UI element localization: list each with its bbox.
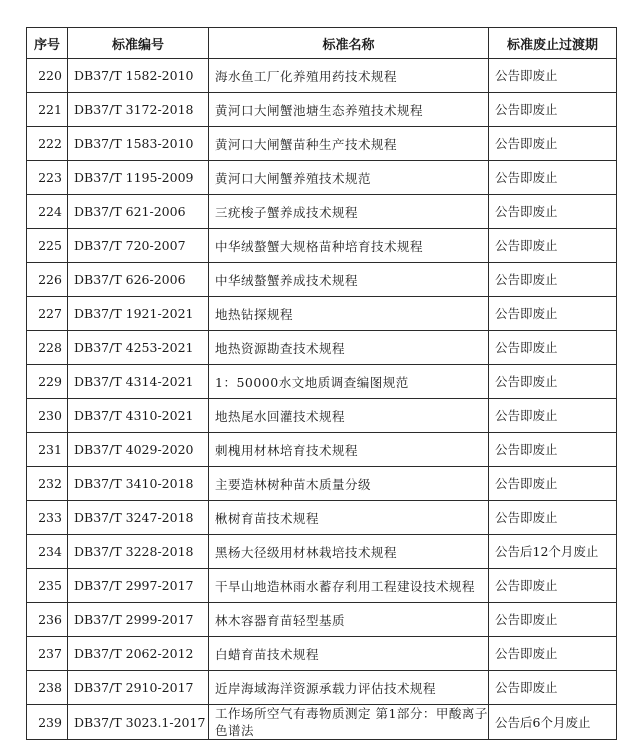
table-row	[27, 399, 617, 433]
standard-code: DB37/T 3410-2018	[68, 467, 209, 501]
transition-period: 公告即废止	[489, 365, 617, 399]
standard-code: DB37/T 626-2006	[68, 263, 209, 297]
standard-code: DB37/T 3172-2018	[68, 93, 209, 127]
standard-name: 黄河口大闸蟹养殖技术规范	[209, 161, 489, 195]
standard-code: DB37/T 621-2006	[68, 195, 209, 229]
row-number: 238	[27, 671, 68, 705]
table-row	[27, 331, 617, 365]
standard-name: 黄河口大闸蟹池塘生态养殖技术规程	[209, 93, 489, 127]
transition-period: 公告即废止	[489, 331, 617, 365]
standard-code: DB37/T 720-2007	[68, 229, 209, 263]
standard-code: DB37/T 1921-2021	[68, 297, 209, 331]
standard-name: 地热钻探规程	[209, 297, 489, 331]
standard-code: DB37/T 4314-2021	[68, 365, 209, 399]
standard-name: 楸树育苗技术规程	[209, 501, 489, 535]
row-number: 230	[27, 399, 68, 433]
row-number: 231	[27, 433, 68, 467]
standard-name: 主要造林树种苗木质量分级	[209, 467, 489, 501]
table-row	[27, 501, 617, 535]
table-row	[27, 365, 617, 399]
standard-name: 地热尾水回灌技术规程	[209, 399, 489, 433]
table-row	[27, 671, 617, 705]
transition-period: 公告即废止	[489, 467, 617, 501]
header-no: 序号	[27, 28, 68, 59]
row-number: 222	[27, 127, 68, 161]
row-number: 220	[27, 59, 68, 93]
row-number: 236	[27, 603, 68, 637]
standard-code: DB37/T 3228-2018	[68, 535, 209, 569]
table-row	[27, 433, 617, 467]
row-number: 225	[27, 229, 68, 263]
transition-period: 公告即废止	[489, 161, 617, 195]
row-number: 239	[27, 705, 68, 740]
standard-name: 白蜡育苗技术规程	[209, 637, 489, 671]
table-row	[27, 535, 617, 569]
standard-code: DB37/T 4029-2020	[68, 433, 209, 467]
header-transition: 标准废止过渡期	[489, 28, 617, 59]
standard-name: 黑杨大径级用材林栽培技术规程	[209, 535, 489, 569]
header-name: 标准名称	[209, 28, 489, 59]
standard-code: DB37/T 2999-2017	[68, 603, 209, 637]
standard-name: 海水鱼工厂化养殖用药技术规程	[209, 59, 489, 93]
transition-period: 公告即废止	[489, 637, 617, 671]
standard-name: 林木容器育苗轻型基质	[209, 603, 489, 637]
standard-name: 近岸海域海洋资源承载力评估技术规程	[209, 671, 489, 705]
row-number: 228	[27, 331, 68, 365]
transition-period: 公告即废止	[489, 229, 617, 263]
row-number: 223	[27, 161, 68, 195]
standard-code: DB37/T 1583-2010	[68, 127, 209, 161]
row-number: 229	[27, 365, 68, 399]
table-row	[27, 569, 617, 603]
table-row	[27, 705, 617, 740]
transition-period: 公告即废止	[489, 127, 617, 161]
table-header	[27, 28, 617, 59]
standard-code: DB37/T 2062-2012	[68, 637, 209, 671]
transition-period: 公告即废止	[489, 59, 617, 93]
transition-period: 公告即废止	[489, 93, 617, 127]
standard-name: 工作场所空气有毒物质测定 第1部分：甲酸离子色谱法	[209, 705, 489, 740]
table-row	[27, 263, 617, 297]
row-number: 237	[27, 637, 68, 671]
table-row	[27, 603, 617, 637]
standard-code: DB37/T 1582-2010	[68, 59, 209, 93]
standard-name: 黄河口大闸蟹苗种生产技术规程	[209, 127, 489, 161]
standard-code: DB37/T 4310-2021	[68, 399, 209, 433]
row-number: 224	[27, 195, 68, 229]
transition-period: 公告后6个月废止	[489, 705, 617, 740]
standard-name: 干旱山地造林雨水蓄存利用工程建设技术规程	[209, 569, 489, 603]
standard-code: DB37/T 3247-2018	[68, 501, 209, 535]
transition-period: 公告即废止	[489, 263, 617, 297]
standard-name: 中华绒螯蟹养成技术规程	[209, 263, 489, 297]
table-row	[27, 195, 617, 229]
table-row	[27, 229, 617, 263]
transition-period: 公告即废止	[489, 603, 617, 637]
row-number: 226	[27, 263, 68, 297]
standard-name: 三疣梭子蟹养成技术规程	[209, 195, 489, 229]
transition-period: 公告即废止	[489, 433, 617, 467]
header-code: 标准编号	[68, 28, 209, 59]
standard-name: 中华绒螯蟹大规格苗种培育技术规程	[209, 229, 489, 263]
standard-code: DB37/T 2997-2017	[68, 569, 209, 603]
row-number: 234	[27, 535, 68, 569]
standards-table	[26, 27, 617, 740]
standard-name: 地热资源勘查技术规程	[209, 331, 489, 365]
transition-period: 公告即废止	[489, 501, 617, 535]
table-row	[27, 161, 617, 195]
standard-code: DB37/T 2910-2017	[68, 671, 209, 705]
row-number: 227	[27, 297, 68, 331]
standard-name: 1：50000水文地质调查编图规范	[209, 365, 489, 399]
row-number: 233	[27, 501, 68, 535]
table-row	[27, 93, 617, 127]
header-row	[27, 28, 617, 59]
standard-code: DB37/T 3023.1-2017	[68, 705, 209, 740]
transition-period: 公告即废止	[489, 297, 617, 331]
row-number: 232	[27, 467, 68, 501]
table-row	[27, 59, 617, 93]
table-row	[27, 637, 617, 671]
table-row	[27, 297, 617, 331]
transition-period: 公告即废止	[489, 569, 617, 603]
transition-period: 公告即废止	[489, 671, 617, 705]
table-body	[27, 59, 617, 740]
transition-period: 公告即废止	[489, 195, 617, 229]
table-row	[27, 467, 617, 501]
standard-code: DB37/T 4253-2021	[68, 331, 209, 365]
table-row	[27, 127, 617, 161]
transition-period: 公告即废止	[489, 399, 617, 433]
row-number: 221	[27, 93, 68, 127]
row-number: 235	[27, 569, 68, 603]
standard-code: DB37/T 1195-2009	[68, 161, 209, 195]
standard-name: 刺槐用材林培育技术规程	[209, 433, 489, 467]
transition-period: 公告后12个月废止	[489, 535, 617, 569]
